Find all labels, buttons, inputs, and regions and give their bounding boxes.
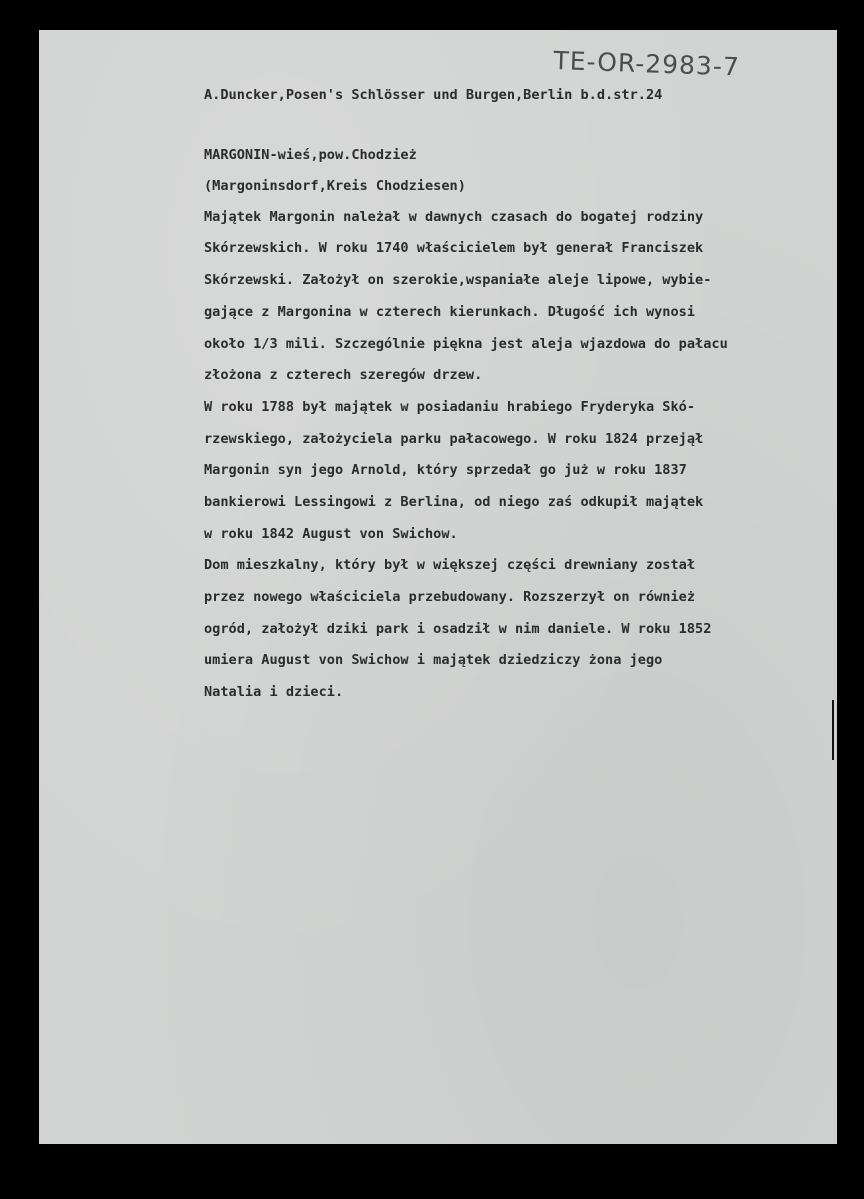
- document-title: MARGONIN-wieś,pow.Chodzież: [204, 147, 417, 163]
- body-line: Natalia i dzieci.: [204, 684, 344, 700]
- body-line: umiera August von Swichow i majątek dziedziczy żona jego: [204, 652, 663, 668]
- body-line: rzewskiego, założyciela parku pałacowego. W roku 1824 przejął: [204, 431, 704, 447]
- scan-edge-mark: [832, 700, 834, 760]
- source-citation: A.Duncker,Posen's Schlösser und Burgen,Berlin b.d.str.24: [204, 87, 663, 103]
- body-line: Skórzewskich. W roku 1740 właścicielem był generał Franciszek: [204, 240, 704, 256]
- document-subtitle: (Margoninsdorf,Kreis Chodziesen): [204, 178, 466, 194]
- body-line: gające z Margonina w czterech kierunkach. Długość ich wynosi: [204, 304, 696, 320]
- body-line: ogród, założył dziki park i osadził w nim daniele. W roku 1852: [204, 621, 712, 637]
- body-line: Majątek Margonin należał w dawnych czasach do bogatej rodziny: [204, 209, 704, 225]
- body-line: przez nowego właściciela przebudowany. Rozszerzył on również: [204, 589, 696, 605]
- body-line: bankierowi Lessingowi z Berlina, od niego zaś odkupił majątek: [204, 494, 704, 510]
- body-line: W roku 1788 był majątek w posiadaniu hrabiego Fryderyka Skó-: [204, 399, 696, 415]
- archive-reference-mark: TE-OR-2983-7: [552, 46, 741, 82]
- body-line: Margonin syn jego Arnold, który sprzedał go już w roku 1837: [204, 462, 687, 478]
- body-line: Dom mieszkalny, który był w większej części drewniany został: [204, 557, 696, 573]
- body-line: w roku 1842 August von Swichow.: [204, 526, 458, 542]
- document-page: [39, 30, 837, 1144]
- body-line: złożona z czterech szeregów drzew.: [204, 367, 483, 383]
- body-line: około 1/3 mili. Szczególnie piękna jest aleja wjazdowa do pałacu: [204, 336, 728, 352]
- body-line: Skórzewski. Założył on szerokie,wspaniałe aleje lipowe, wybie-: [204, 272, 712, 288]
